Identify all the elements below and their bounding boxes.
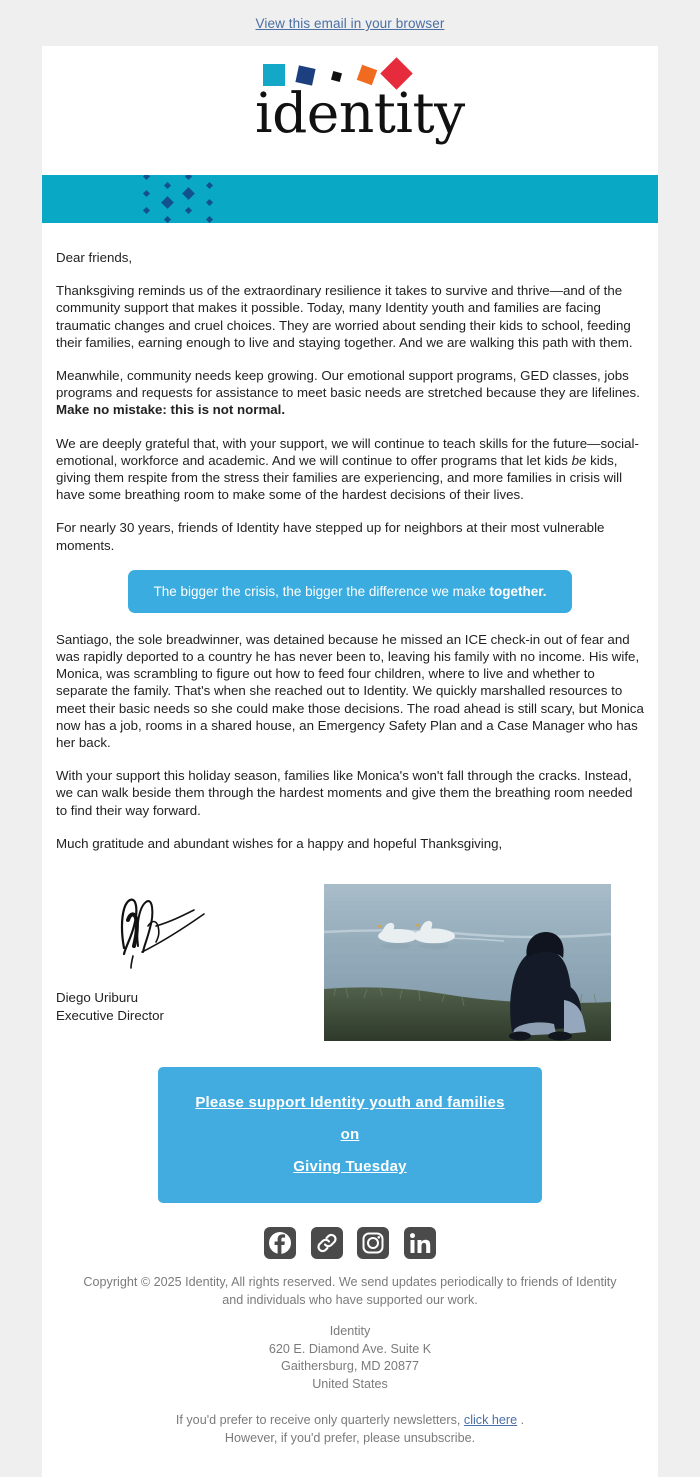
click-here-link[interactable]: click here	[463, 1413, 518, 1428]
pattern-dot	[142, 175, 149, 180]
emphasis-be: be	[571, 452, 587, 468]
handwritten-signature-icon	[104, 886, 254, 974]
callout-banner-wrap	[56, 570, 644, 613]
paragraph-4: For nearly 30 years, friends of Identity have stepped up for neighbors at their most vulnerable moments.	[56, 520, 605, 553]
pattern-dot	[205, 198, 212, 205]
footer-org-name: Identity	[329, 1324, 371, 1339]
paragraph-3-start: We are deeply grateful that, with your support, we will continue to teach skills for the future—social-emotional, workforce and academic. And we will continue to offer programs that let kids	[56, 435, 639, 468]
linkedin-icon[interactable]	[404, 1227, 436, 1259]
pattern-dot	[142, 206, 149, 213]
signature-block	[56, 884, 324, 1024]
footer-address-line-2: Gaithersburg, MD 20877	[281, 1359, 419, 1374]
pref-text-before: If you'd prefer to receive only quarterly newsletters,	[175, 1413, 464, 1428]
pref-line-2: However, if you'd prefer, please unsubscribe.	[224, 1431, 476, 1446]
pref-text-after: .	[517, 1413, 525, 1428]
signature-name: Diego Uriburu	[56, 990, 139, 1006]
teal-accent-band	[42, 175, 658, 223]
pattern-dot	[205, 181, 212, 188]
paragraph-5-story: Santiago, the sole breadwinner, was detained because he missed an ICE check-in out of fear and was rapidly deported to a country he has never been to, leaving his family with no income. His wife, Monica, was scrambling to figure out how to feed four children, where to live and whether to separate the family. That's when she reached out to Identity. We quickly marshalled resources to meet their basic needs so she could make those decisions. The road ahead is still scary, but Monica now has a job, rooms in a shared house, an Emergency Safety Plan and a Case Manager who has her back.	[56, 631, 644, 751]
signature-photo-row	[42, 870, 658, 1041]
cta-line-2: Giving Tuesday	[293, 1158, 407, 1176]
pattern-dot	[184, 206, 191, 213]
callout-bold: together.	[489, 583, 547, 599]
paragraph-1: Thanksgiving reminds us of the extraordinary resilience it takes to survive and thrive—and of the community support that makes it possible. Today, many Identity youth and families are facing traumatic changes and cruel choices. They are worried about sending their kids to school, feeding their families, earning enough to live and staying together. And we are walking this path with them.	[56, 283, 633, 350]
footer-copyright: Copyright © 2025 Identity, All rights reserved. We send updates periodically to friends of Identity and individuals who have supported our work.	[83, 1275, 617, 1308]
preheader-bar	[0, 0, 700, 46]
social-links-row	[42, 1225, 658, 1273]
paragraph-3	[56, 435, 644, 504]
paragraph-2-text: Meanwhile, community needs keep growing. Our emotional support programs, GED classes, jobs programs and requests for assistance to meet basic needs are stretched because they are lifelines.	[56, 368, 640, 401]
lake-photo	[324, 884, 611, 1041]
diamond-dot-pattern	[140, 175, 216, 223]
instagram-icon[interactable]	[357, 1227, 389, 1259]
email-body	[42, 223, 658, 870]
emphasis-not-normal: Make no mistake: this is not normal.	[56, 402, 286, 418]
signature-name-title	[56, 989, 324, 1024]
pattern-dot	[161, 196, 174, 209]
greeting-text: Dear friends,	[56, 250, 133, 265]
footer-address-line-1: 620 E. Diamond Ave. Suite K	[268, 1341, 432, 1356]
paragraph-2	[56, 367, 644, 419]
facebook-icon[interactable]	[264, 1227, 296, 1259]
view-in-browser-link[interactable]: View this email in your browser	[255, 16, 445, 31]
pattern-dot	[142, 189, 149, 196]
signature-title: Executive Director	[56, 1007, 164, 1023]
callout-text: The bigger the crisis, the bigger the difference we make	[153, 583, 490, 599]
logo-wordmark: identity	[255, 81, 465, 145]
logo-header	[42, 46, 658, 175]
paragraph-6: With your support this holiday season, families like Monica's won't fall through the cracks. Instead, we can walk beside them through the hardest moments and give them the breathing room needed to find their way forward.	[56, 768, 633, 818]
pattern-dot	[182, 187, 195, 200]
pattern-dot	[163, 215, 170, 222]
cta-wrap	[42, 1041, 658, 1225]
email-footer	[42, 1273, 658, 1477]
callout-banner	[128, 570, 573, 613]
footer-address	[82, 1323, 618, 1393]
paragraph-7-closing: Much gratitude and abundant wishes for a happy and hopeful Thanksgiving,	[56, 835, 503, 851]
link-icon[interactable]	[311, 1227, 343, 1259]
pattern-dot	[163, 181, 170, 188]
pattern-dot	[205, 215, 212, 222]
pattern-dot	[184, 175, 191, 180]
paragraph-3-end: kids, giving them respite from the stress their families are experiencing, and more families in crisis will have some breathing room to make some of the hardest decisions of their lives.	[56, 452, 623, 503]
giving-tuesday-cta-button[interactable]	[158, 1067, 542, 1203]
footer-preferences	[82, 1411, 618, 1471]
identity-logo	[255, 60, 465, 152]
cta-line-1: Please support Identity youth and families on	[195, 1094, 505, 1144]
email-container	[42, 46, 658, 1477]
footer-country: United States	[312, 1376, 388, 1391]
